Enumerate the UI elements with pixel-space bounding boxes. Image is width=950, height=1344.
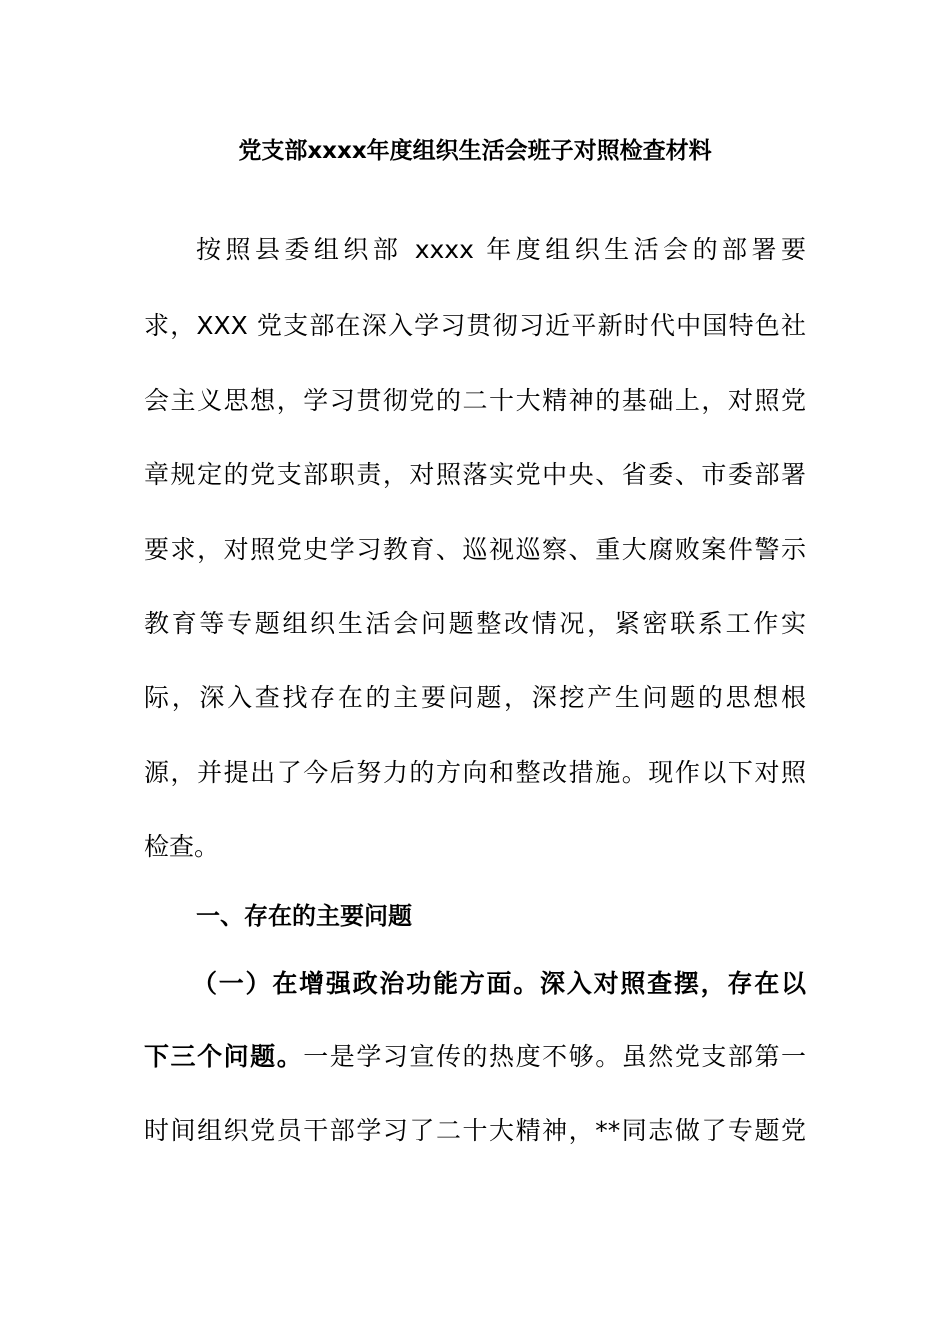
paragraph-text: 一是学习宣传的热度不够。虽然党支部第一 — [303, 1042, 806, 1071]
document-title: 党支部xxxx年度组织生活会班子对照检查材料 — [238, 138, 712, 164]
paragraph-line: 要求，对照党史学习教育、巡视巡察、重大腐败案件警示 — [144, 535, 806, 564]
paragraph-line: 按照县委组织部 xxxx 年度组织生活会的部署要 — [196, 235, 806, 264]
paragraph-line — [144, 1037, 806, 1077]
paragraph-line: 际，深入查找存在的主要问题，深挖产生问题的思想根 — [144, 683, 806, 712]
paragraph-line: 时间组织党员干部学习了二十大精神，**同志做了专题党 — [144, 1116, 806, 1145]
paragraph-line: 教育等专题组织生活会问题整改情况，紧密联系工作实 — [144, 609, 806, 638]
paragraph-line: 会主义思想，学习贯彻党的二十大精神的基础上，对照党 — [144, 386, 806, 415]
subsection-heading-tail: 下三个问题。 — [144, 1042, 304, 1071]
subsection-heading-line: （一）在增强政治功能方面。深入对照查摆，存在以 — [192, 969, 806, 998]
paragraph-line: 源，并提出了今后努力的方向和整改措施。现作以下对照 — [144, 758, 806, 787]
paragraph-line: 求，XXX 党支部在深入学习贯彻习近平新时代中国特色社 — [144, 311, 806, 340]
paragraph-line: 检查。 — [144, 832, 220, 861]
section-heading: 一、存在的主要问题 — [196, 902, 412, 930]
paragraph-line: 章规定的党支部职责，对照落实党中央、省委、市委部署 — [144, 460, 806, 489]
